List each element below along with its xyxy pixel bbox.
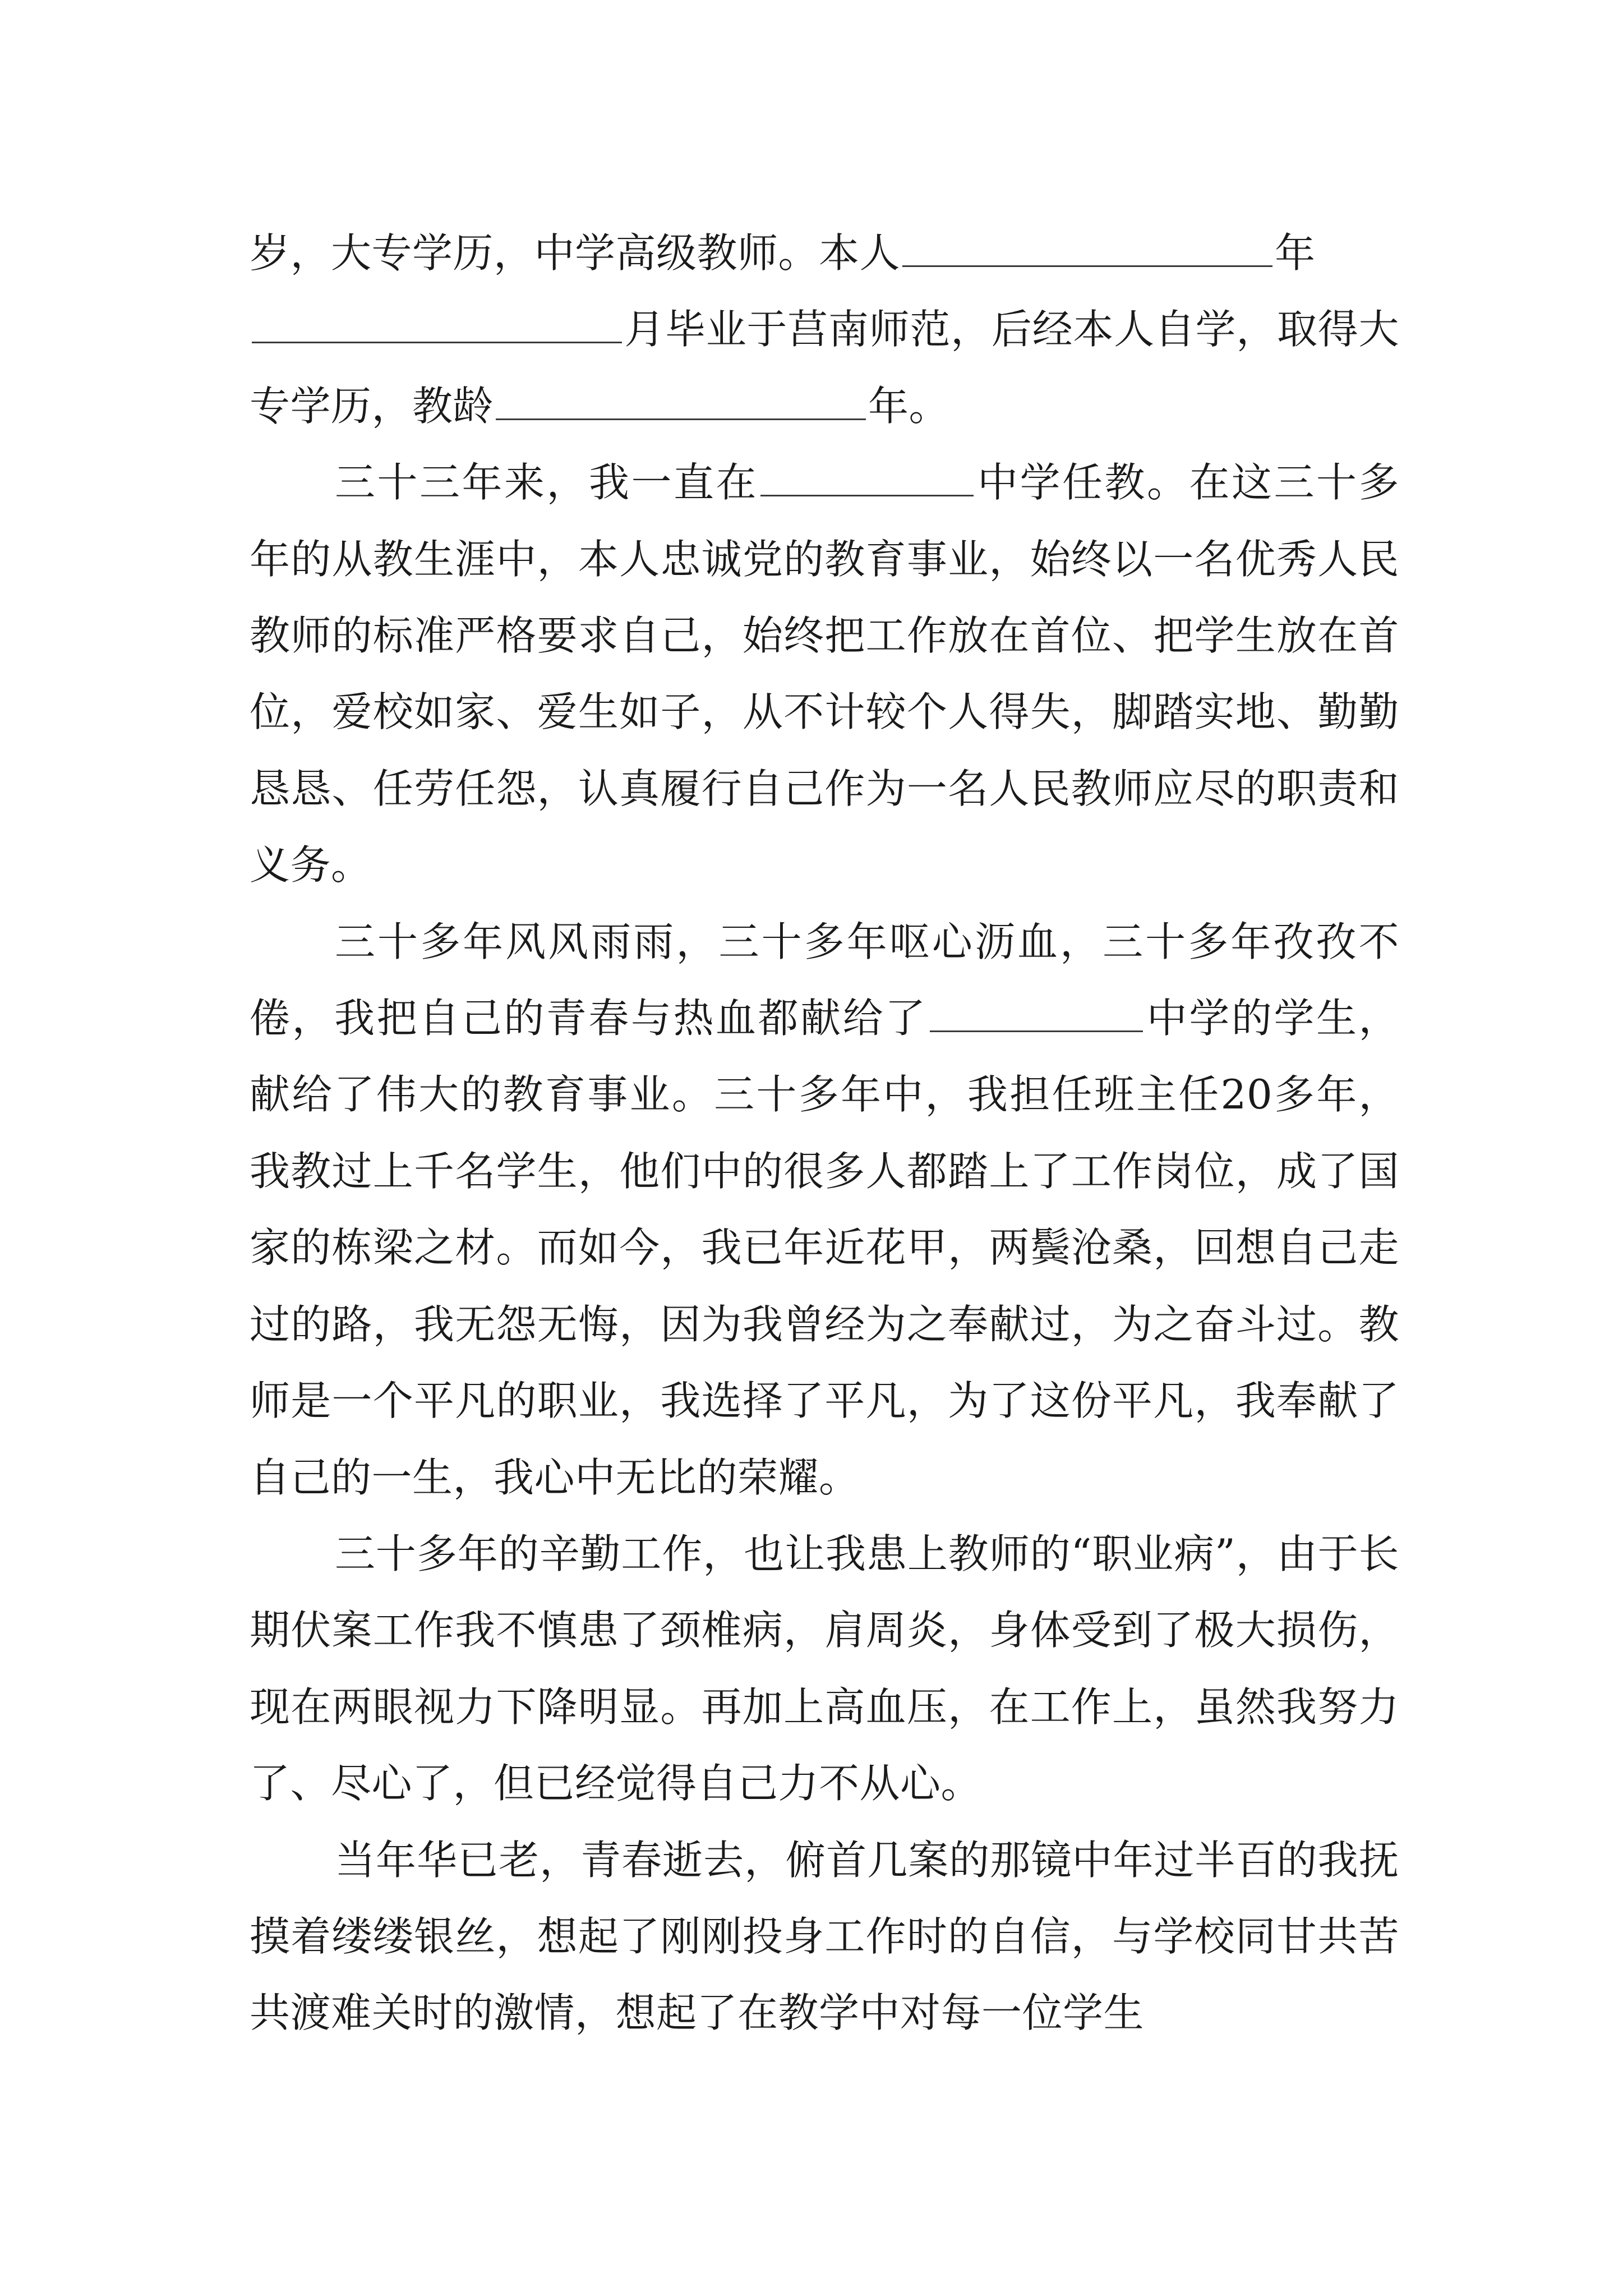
document-body xyxy=(250,215,1399,2051)
text-segment: 三十多年风风雨雨，三十多年呕心沥血，三十多年孜孜不倦，我把自己的青春与热血都献给了 xyxy=(250,918,1399,1042)
text-segment: 岁，大专学历，中学高级教师。本人 xyxy=(250,229,901,277)
text-segment: 年 xyxy=(1275,229,1316,277)
fill-in-blank-graduation-month xyxy=(252,341,622,343)
paragraph-career xyxy=(250,444,1399,903)
paragraph-intro xyxy=(250,215,1399,444)
text-segment: 中学的学生，献给了伟大的教育事业。三十多年中，我担任班主任20多年，我教过上千名学生，他们中的很多人都踏上了工作岗位，成了国家的栋梁之材。而如今，我已年近花甲，两鬓沧桑，回想自己走过的路，我无怨无悔，因为我曾经为之奉献过，为之奋斗过。教师是一个平凡的职业，我选择了平凡，为了这份平凡，我奉献了自己的一生，我心中无比的荣耀。 xyxy=(250,995,1399,1501)
text-segment: 三十三年来，我一直在 xyxy=(335,459,758,507)
paragraph-health: 三十多年的辛勤工作，也让我患上教师的“职业病”，由于长期伏案工作我不慎患了颈椎病，肩周炎，身体受到了极大损伤，现在两眼视力下降明显。再加上高血压，在工作上，虽然我努力了、尽心了，但已经觉得自己力不从心。 xyxy=(250,1530,1399,1807)
fill-in-blank-graduation-year xyxy=(902,265,1272,267)
text-segment: 月毕业于莒南师范，后经本人自学，取得大专学历，教龄 xyxy=(250,306,1399,430)
text-segment: 中学任教。在这三十多年的从教生涯中，本人忠诚党的教育事业，始终以一名优秀人民教师的标准严格要求自己，始终把工作放在首位、把学生放在首位，爱校如家、爱生如子，从不计较个人得失，脚踏实地、勤勤恳恳、任劳任怨，认真履行自己作为一名人民教师应尽的职责和义务。 xyxy=(250,459,1399,889)
paragraph-dedication xyxy=(250,904,1399,1516)
text-segment: 年。 xyxy=(868,382,950,430)
fill-in-blank-teaching-years xyxy=(496,418,866,420)
fill-in-blank-school-name xyxy=(760,494,974,496)
fill-in-blank-school-name-2 xyxy=(930,1030,1143,1032)
paragraph-reflection: 当年华已老，青春逝去，俯首几案的那镜中年过半百的我抚摸着缕缕银丝，想起了刚刚投身工作时的自信，与学校同甘共苦共渡难关时的激情，想起了在教学中对每一位学生 xyxy=(250,1836,1399,2037)
